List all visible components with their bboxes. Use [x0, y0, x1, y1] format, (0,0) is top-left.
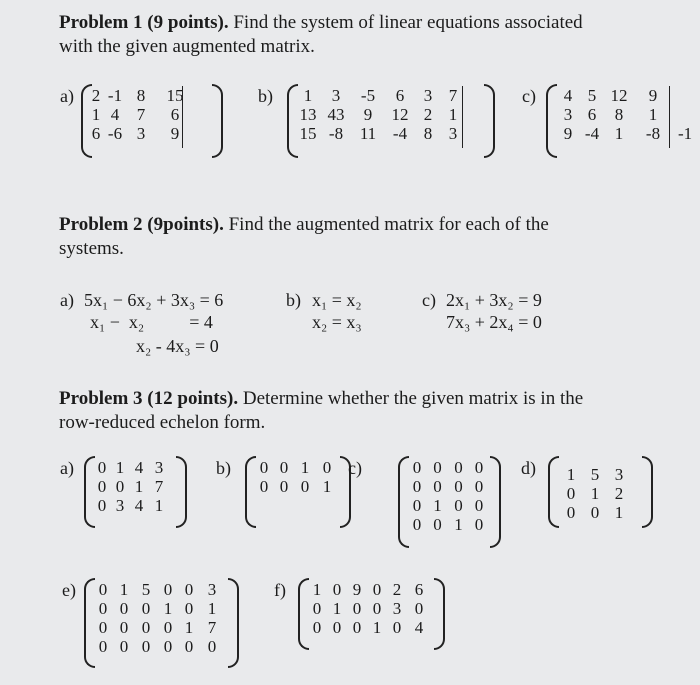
matrix-cell: 0: [184, 580, 194, 599]
problem2-b-eq2: x₂ = x₃: [312, 312, 362, 332]
matrix-cell: 5: [141, 580, 151, 599]
matrix-cell: 0: [259, 458, 269, 477]
matrix-cell: 15: [299, 124, 317, 143]
matrix-row: [555, 86, 671, 105]
matrix-cell: 0: [141, 637, 151, 656]
matrix-cell: 9: [170, 124, 180, 143]
matrix-row: [307, 599, 431, 618]
matrix-cell: 8: [136, 86, 146, 105]
matrix-row: [558, 503, 632, 522]
matrix-row: [307, 580, 431, 599]
matrix-cell: 7: [207, 618, 217, 637]
matrix-cell: 8: [423, 124, 433, 143]
matrix-cell: -4: [392, 124, 408, 143]
matrix-cell: 0: [119, 618, 129, 637]
matrix-row: [307, 618, 431, 637]
matrix-row: [407, 496, 489, 515]
matrix-cell: 6: [170, 105, 180, 124]
matrix-row: [93, 580, 225, 599]
matrix-row: [90, 124, 196, 143]
matrix-row: [296, 86, 466, 105]
problem1-b-aug-line: [462, 86, 463, 148]
problem2-a-eq2: x₁ − x₂ = 4: [90, 312, 213, 332]
matrix-cell: 7: [448, 86, 458, 105]
matrix-row: [555, 105, 671, 124]
matrix-cell: 0: [312, 599, 322, 618]
matrix-row: [254, 477, 338, 496]
matrix-cell: 9: [563, 124, 573, 143]
matrix-cell: 1: [300, 458, 310, 477]
matrix-cell: 0: [184, 637, 194, 656]
matrix-cell: 0: [332, 580, 342, 599]
matrix-cell: 0: [322, 458, 332, 477]
matrix-cell: 1: [614, 503, 624, 522]
matrix-cell: 1: [332, 599, 342, 618]
problem3-a-right-paren: [176, 456, 187, 528]
matrix-cell: 0: [352, 618, 362, 637]
matrix-cell: 1: [322, 477, 332, 496]
matrix-row: [93, 599, 225, 618]
matrix-cell: 0: [184, 599, 194, 618]
problem1-a-matrix: [90, 86, 196, 143]
matrix-cell: 9: [648, 86, 658, 105]
problem3-title-line2: row-reduced echelon form.: [59, 412, 266, 433]
matrix-cell: 0: [566, 503, 576, 522]
matrix-cell: -4: [584, 124, 600, 143]
matrix-cell: 0: [98, 618, 108, 637]
matrix-cell: 1: [614, 124, 624, 143]
matrix-cell: 1: [207, 599, 217, 618]
matrix-cell: 2: [392, 580, 402, 599]
problem2-title: [59, 214, 549, 236]
matrix-row: [296, 105, 466, 124]
matrix-cell: 2: [423, 105, 433, 124]
matrix-cell: 0: [259, 477, 269, 496]
matrix-cell: 5: [587, 86, 597, 105]
matrix-cell: 3: [331, 86, 341, 105]
problem3-d-matrix: [558, 465, 632, 522]
matrix-cell: 12: [610, 86, 628, 105]
matrix-row: [93, 637, 225, 656]
problem3-c-right-paren: [490, 456, 501, 548]
matrix-cell: 12: [391, 105, 409, 124]
matrix-cell: 0: [163, 637, 173, 656]
matrix-cell: 3: [423, 86, 433, 105]
matrix-cell: 1: [448, 105, 458, 124]
matrix-cell: 3: [207, 580, 217, 599]
problem3-e-label: e): [62, 580, 76, 600]
problem1-b-matrix: [296, 86, 466, 143]
matrix-row: [93, 477, 169, 496]
matrix-cell: 1: [648, 105, 658, 124]
problem3-e-right-paren: [228, 578, 239, 668]
matrix-cell: 0: [412, 496, 422, 515]
matrix-cell: 4: [414, 618, 424, 637]
matrix-cell: 3: [563, 105, 573, 124]
matrix-cell: 0: [412, 458, 422, 477]
matrix-cell: 0: [97, 458, 107, 477]
matrix-cell: 0: [115, 477, 125, 496]
problem3-title-rest: Determine whether the given matrix is in the: [238, 388, 584, 409]
matrix-row: [407, 458, 489, 477]
matrix-cell: -5: [360, 86, 376, 105]
matrix-cell: 0: [332, 618, 342, 637]
matrix-row: [407, 515, 489, 534]
matrix-cell: 0: [97, 477, 107, 496]
matrix-cell: 1: [312, 580, 322, 599]
problem3-f-matrix: [307, 580, 431, 637]
matrix-cell: 1: [303, 86, 313, 105]
problem2-a-label: a): [60, 290, 74, 310]
matrix-cell: 5: [590, 465, 600, 484]
problem3-d-right-paren: [642, 456, 653, 528]
matrix-cell: 0: [119, 637, 129, 656]
matrix-cell: 0: [352, 599, 362, 618]
matrix-cell: 1: [566, 465, 576, 484]
problem2-title-bold: Problem 2 (9points).: [59, 214, 224, 235]
matrix-cell: 3: [136, 124, 146, 143]
matrix-cell: 7: [136, 105, 146, 124]
matrix-cell: 0: [433, 477, 442, 496]
matrix-cell: 4: [563, 86, 573, 105]
matrix-cell: 0: [207, 637, 217, 656]
matrix-cell: 0: [279, 458, 289, 477]
problem3-f-label: f): [274, 580, 286, 600]
problem3-c-matrix: [407, 458, 489, 534]
matrix-cell: 15: [166, 86, 184, 105]
matrix-cell: 0: [474, 515, 484, 534]
problem1-title-line2: with the given augmented matrix.: [59, 36, 315, 57]
problem3-c-label: c): [348, 458, 362, 478]
problem3-title-bold: Problem 3 (12 points).: [59, 388, 239, 409]
matrix-row: [407, 477, 489, 496]
matrix-cell: 0: [372, 580, 382, 599]
matrix-cell: 1: [115, 458, 125, 477]
matrix-cell: 0: [392, 618, 402, 637]
problem2-c-label: c): [422, 290, 436, 310]
problem2-b-label: b): [286, 290, 301, 310]
matrix-cell: 0: [433, 515, 442, 534]
problem1-title-bold: Problem 1 (9 points).: [59, 12, 229, 33]
matrix-cell: 1: [184, 618, 194, 637]
matrix-cell: 1: [163, 599, 173, 618]
matrix-cell: 6: [587, 105, 597, 124]
matrix-cell: 2: [614, 484, 624, 503]
matrix-cell: 0: [590, 503, 600, 522]
problem1-c-label: c): [522, 86, 536, 106]
matrix-cell: 1: [454, 515, 463, 534]
matrix-cell: 0: [372, 599, 382, 618]
problem2-c-eq2: 7x₃ + 2x₄ = 0: [446, 312, 542, 332]
matrix-row: [254, 458, 338, 477]
matrix-cell: 0: [454, 458, 463, 477]
problem3-d-label: d): [521, 458, 536, 478]
matrix-cell: 3: [115, 496, 125, 515]
matrix-cell: 0: [433, 458, 442, 477]
matrix-cell: 6: [395, 86, 405, 105]
matrix-cell: 1: [154, 496, 164, 515]
matrix-cell: 3: [614, 465, 624, 484]
matrix-cell: 4: [110, 105, 120, 124]
problem2-c-eq1: 2x₁ + 3x₂ = 9: [446, 290, 542, 310]
matrix-cell: 4: [134, 458, 144, 477]
matrix-cell: 9: [363, 105, 373, 124]
matrix-cell: -6: [107, 124, 123, 143]
problem1-c-aug-line: [669, 86, 670, 148]
matrix-cell: -8: [645, 124, 661, 143]
matrix-cell: 43: [327, 105, 345, 124]
problem1-title-rest: Find the system of linear equations associated: [228, 12, 583, 33]
problem2-title-rest: Find the augmented matrix for each of the: [223, 214, 549, 235]
matrix-cell: 0: [454, 496, 463, 515]
problem3-b-matrix: [254, 458, 338, 496]
problem1-b-right-paren: [484, 84, 495, 158]
matrix-cell: 4: [134, 496, 144, 515]
matrix-cell: 0: [474, 458, 484, 477]
matrix-cell: 0: [454, 477, 463, 496]
matrix-cell: -8: [328, 124, 344, 143]
matrix-cell: 1: [134, 477, 144, 496]
matrix-cell: 0: [97, 496, 107, 515]
problem3-e-matrix: [93, 580, 225, 656]
problem1-c-matrix: [555, 86, 671, 143]
problem1-a-label: a): [60, 86, 74, 106]
matrix-row: [90, 86, 196, 105]
matrix-cell: 0: [98, 637, 108, 656]
matrix-row: [558, 484, 632, 503]
matrix-row: [90, 105, 196, 124]
matrix-cell: 0: [474, 477, 484, 496]
matrix-cell: 9: [352, 580, 362, 599]
matrix-cell: 0: [412, 515, 422, 534]
problem1-a-right-paren: [212, 84, 223, 158]
problem2-a-eq3: x₂ - 4x₃ = 0: [136, 336, 219, 356]
matrix-cell: 0: [163, 580, 173, 599]
problem2-b-eq1: x₁ = x₂: [312, 290, 362, 310]
matrix-cell: 3: [448, 124, 458, 143]
matrix-cell: 0: [414, 599, 424, 618]
matrix-cell: 13: [299, 105, 317, 124]
problem3-title: [59, 388, 583, 410]
matrix-row: [93, 496, 169, 515]
matrix-row: [93, 618, 225, 637]
matrix-cell: 0: [119, 599, 129, 618]
problem1-b-label: b): [258, 86, 273, 106]
matrix-cell: 7: [154, 477, 164, 496]
problem3-b-label: b): [216, 458, 231, 478]
problem3-f-right-paren: [434, 578, 445, 650]
matrix-row: [555, 124, 671, 143]
problem1-c-extra: -1: [678, 124, 693, 143]
problem1-title: [59, 12, 583, 34]
matrix-cell: 0: [474, 496, 484, 515]
matrix-cell: 0: [98, 599, 108, 618]
matrix-cell: 0: [141, 599, 151, 618]
matrix-cell: 0: [412, 477, 422, 496]
matrix-cell: 6: [414, 580, 424, 599]
matrix-cell: 0: [312, 618, 322, 637]
matrix-cell: 0: [163, 618, 173, 637]
matrix-cell: 11: [359, 124, 377, 143]
matrix-cell: 1: [590, 484, 600, 503]
matrix-cell: 0: [566, 484, 576, 503]
matrix-cell: 3: [392, 599, 402, 618]
problem2-a-eq1: 5x₁ − 6x₂ + 3x₃ = 6: [84, 290, 224, 310]
problem2-title-line2: systems.: [59, 238, 124, 259]
matrix-cell: 3: [154, 458, 164, 477]
problem3-a-matrix: [93, 458, 169, 515]
matrix-row: [296, 124, 466, 143]
matrix-cell: 1: [433, 496, 442, 515]
matrix-cell: 0: [98, 580, 108, 599]
matrix-cell: 1: [119, 580, 129, 599]
matrix-cell: 8: [614, 105, 624, 124]
problem3-a-label: a): [60, 458, 74, 478]
matrix-cell: 6: [91, 124, 101, 143]
matrix-cell: 1: [91, 105, 101, 124]
matrix-cell: 0: [300, 477, 310, 496]
matrix-row: [93, 458, 169, 477]
matrix-cell: 2: [91, 86, 101, 105]
problem1-a-aug-line: [182, 86, 183, 148]
matrix-row: [558, 465, 632, 484]
matrix-cell: -1: [107, 86, 123, 105]
matrix-cell: 0: [141, 618, 151, 637]
matrix-cell: 1: [372, 618, 382, 637]
matrix-cell: 0: [279, 477, 289, 496]
